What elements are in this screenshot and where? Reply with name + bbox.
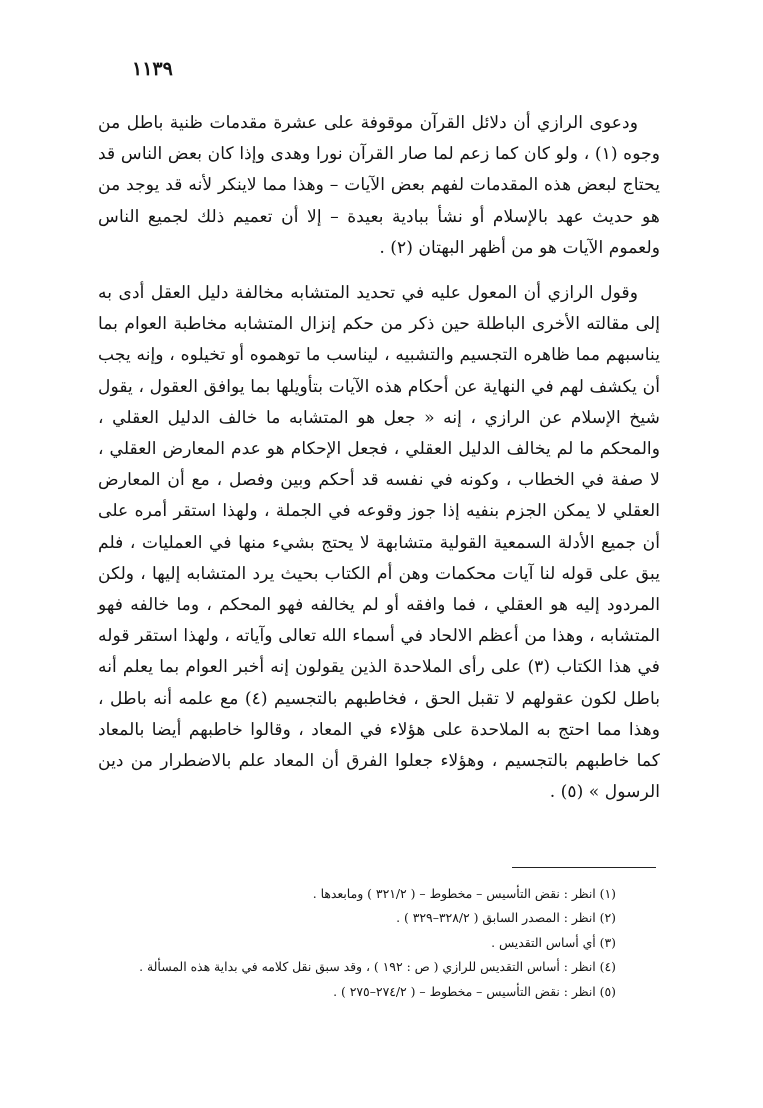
main-text bbox=[98, 108, 660, 808]
footnote-3: (٣) أي أساس التقديس . bbox=[491, 934, 616, 950]
paragraph-razi-claim: ودعوى الرازي أن دلائل القرآن موقوفة على عشرة مقدمات ظنية باطل من وجوه (١) ، ولو كان كما زعم لما صار القرآن نورا وهدى وإذا كان بعض الناس قد يحتاج لبعض هذه المقدمات لفهم بعض الآيات – وهذا مما لاينكر لأنه قد يوجد من هو حديث عهد بالإسلام أو نشأ ببادية بعيدة – إلا أن تعميم ذلك لجميع الناس ولعموم الآيات هو من أظهر البهتان (٢) . bbox=[98, 113, 660, 258]
footnote-2: (٢) انظر : المصدر السابق ( ٣٢٨/٢–٣٢٩ ) . bbox=[396, 910, 616, 926]
footnotes bbox=[139, 882, 616, 1004]
footnote-5: (٥) انظر : نقض التأسيس – مخطوط – ( ٢٧٤/٢–٢٧٥ ) . bbox=[333, 983, 616, 999]
paragraph-mutashabih: وقول الرازي أن المعول عليه في تحديد المتشابه مخالفة دليل العقل أدى به إلى مقالته الأخرى الباطلة حين ذكر من حكم إنزال المتشابه مخاطبة العوام بما يناسبهم مما ظاهره التجسيم والتشبيه ، ليناسب ما توهموه أو تخيلوه ، وإنه يجب أن يكشف لهم في النهاية عن أحكام هذه الآيات بتأويلها بما يوافق العقول ، يقول شيخ الإسلام عن الرازي ، إنه « جعل هو المتشابه ما خالف الدليل العقلي ، والمحكم ما لم يخالف الدليل العقلي ، فجعل الإحكام هو عدم المعارض العقلي ، لا صفة في الخطاب ، وكونه في نفسه قد أحكم وبين وفصل ، مع أن المعارض العقلي لا يمكن الجزم بنفيه إذا جوز وقوعه في الجملة ، ولهذا استقر أمره على أن جميع الأدلة السمعية القولية متشابهة لا يحتج بشيء منها في العمليات ، فلم يبق على قوله لنا آيات محكمات وهن أم الكتاب بحيث يرد المتشابه إليها ، ولكن المردود إليه هو العقلي ، فما وافقه أو لم يخالفه فهو المحكم ، وما خالفه فهو المتشابه ، وهذا من أعظم الالحاد في أسماء الله تعالى وآياته ، ولهذا استقر قوله في هذا الكتاب (٣) على رأى الملاحدة الذين يقولون إنه أخبر العوام بما يعلم أنه باطل لكون عقولهم لا تقبل الحق ، فخاطبهم بالتجسيم (٤) مع علمه أنه باطل ، وهذا مما احتج به الملاحدة على هؤلاء في المعاد ، وقالوا خاطبهم أيضا بالمعاد كما خاطبهم بالتجسيم ، وهؤلاء جعلوا الفرق أن المعاد علم بالاضطرار من دين الرسول » (٥) . bbox=[98, 283, 660, 803]
page-number: ١١٣٩ bbox=[132, 58, 173, 80]
footnote-1: (١) انظر : نقض التأسيس – مخطوط – ( ٣٢١/٢ ) ومابعدها . bbox=[312, 886, 616, 901]
footnote-4: (٤) انظر : أساس التقديس للرازي ( ص : ١٩٢ ) ، وقد سبق نقل كلامه في بداية هذه المسألة . bbox=[139, 959, 616, 975]
footnote-separator bbox=[512, 867, 656, 868]
